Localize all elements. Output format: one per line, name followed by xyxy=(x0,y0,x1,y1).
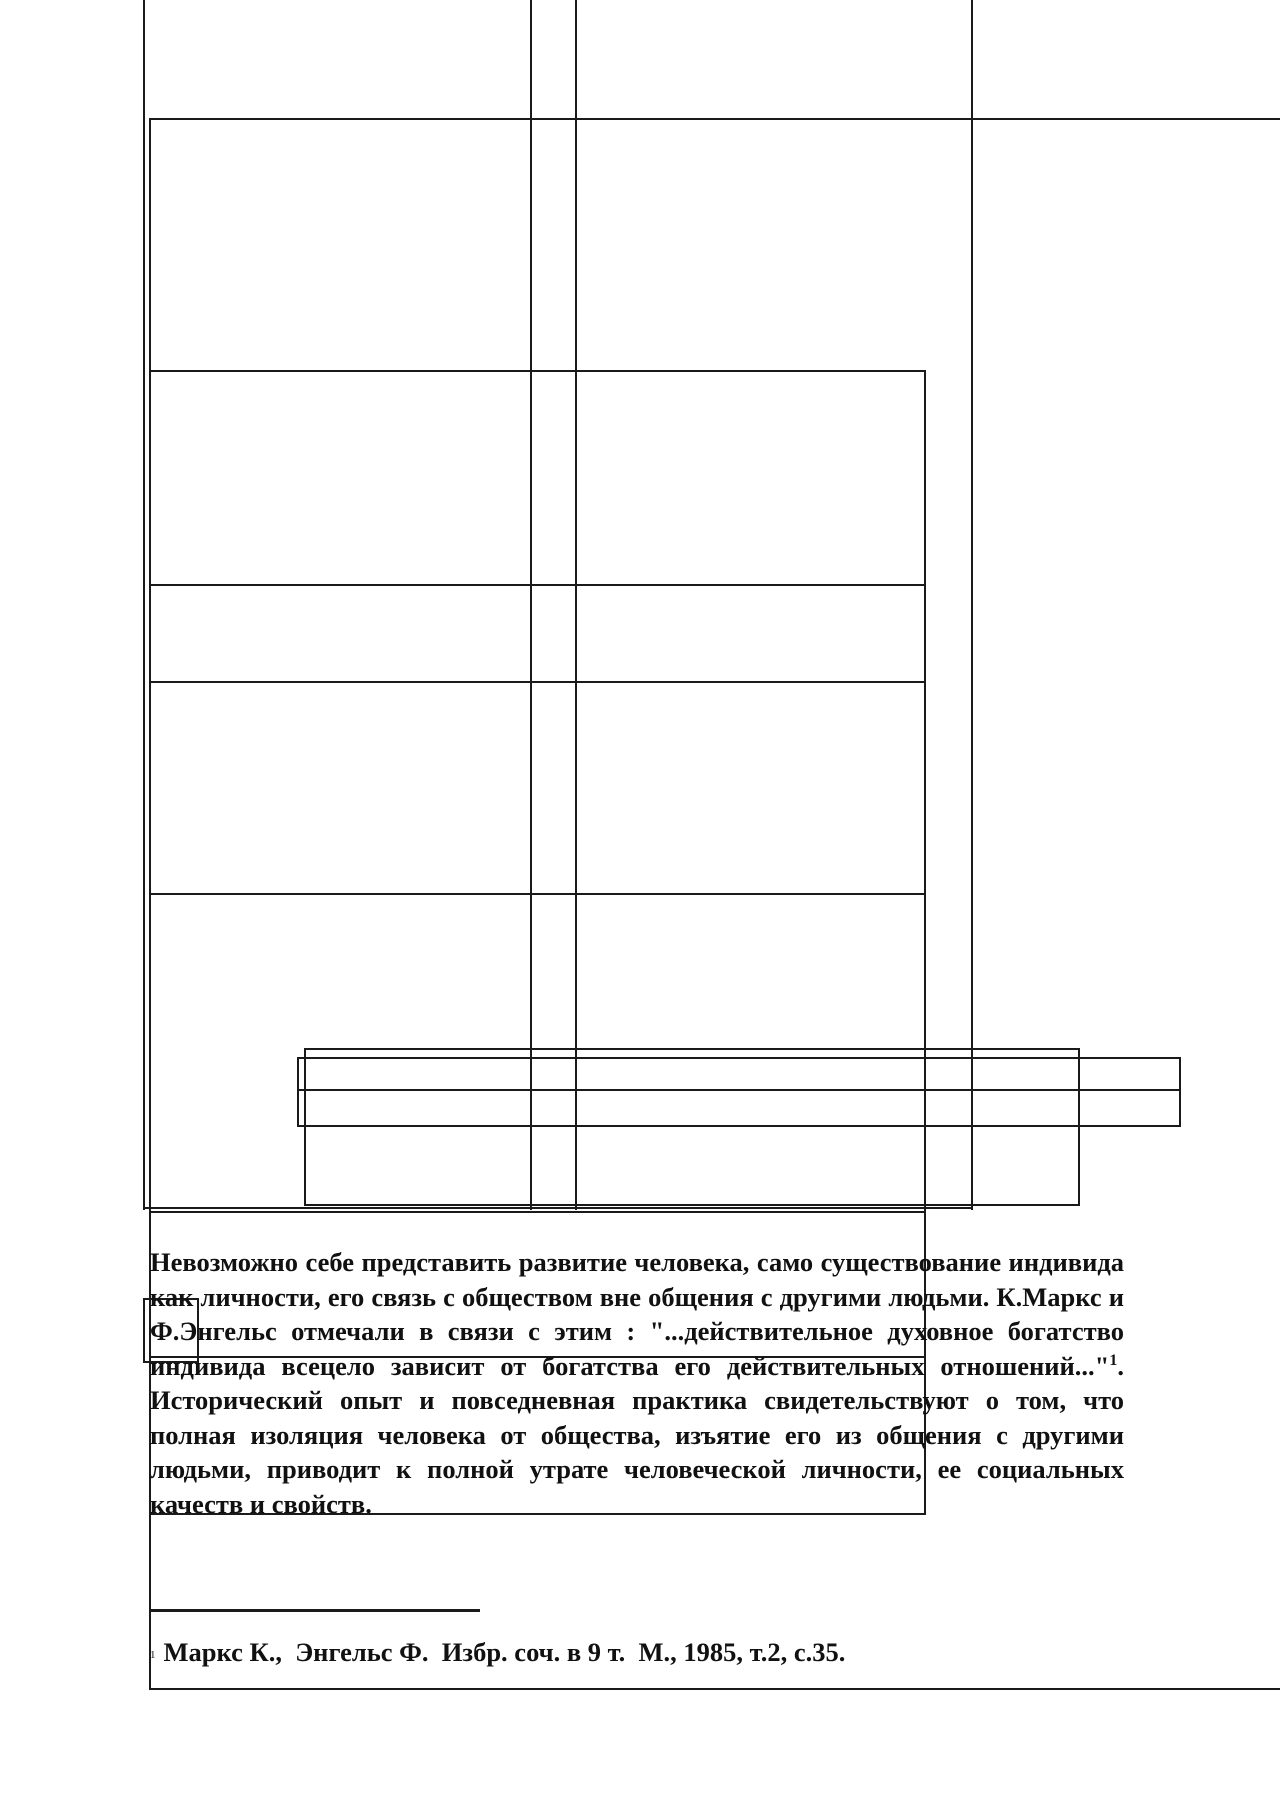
footnote-mark: 1 xyxy=(150,1648,156,1661)
paragraph-text: Невозможно себе представить развитие человека, само существование индивида как личности, его связь с обществом вне общения с другими людьми. К.Маркс и Ф.Энгельс отмечали в связи с этим : "...действительное духовное богатство индивида всецело зависит от богатства его действительных отношений..." xyxy=(150,1247,1124,1381)
main-paragraph xyxy=(150,1245,1124,1521)
grid-line xyxy=(149,893,926,895)
footnote xyxy=(150,1635,845,1672)
grid-line xyxy=(143,0,145,1210)
table-box xyxy=(297,1057,1181,1127)
footnote-reference[interactable]: 1 xyxy=(1109,1351,1118,1369)
footnote-separator xyxy=(150,1609,480,1612)
grid-line xyxy=(149,584,926,586)
grid-line xyxy=(149,681,926,683)
grid-line xyxy=(149,1211,926,1213)
grid-line xyxy=(297,1089,1181,1091)
paragraph-text-continued: . Исторический опыт и повседневная практика свидетельствуют о том, что полная изоляция человека от общества, изъятие его из общения с другими людьми, приводит к полной утрате человеческой личности, ее социальных качеств и свойств. xyxy=(150,1350,1124,1519)
footnote-text: Маркс К., Энгельс Ф. Избр. соч. в 9 т. М., 1985, т.2, с.35. xyxy=(163,1637,846,1667)
grid-line xyxy=(149,370,926,372)
